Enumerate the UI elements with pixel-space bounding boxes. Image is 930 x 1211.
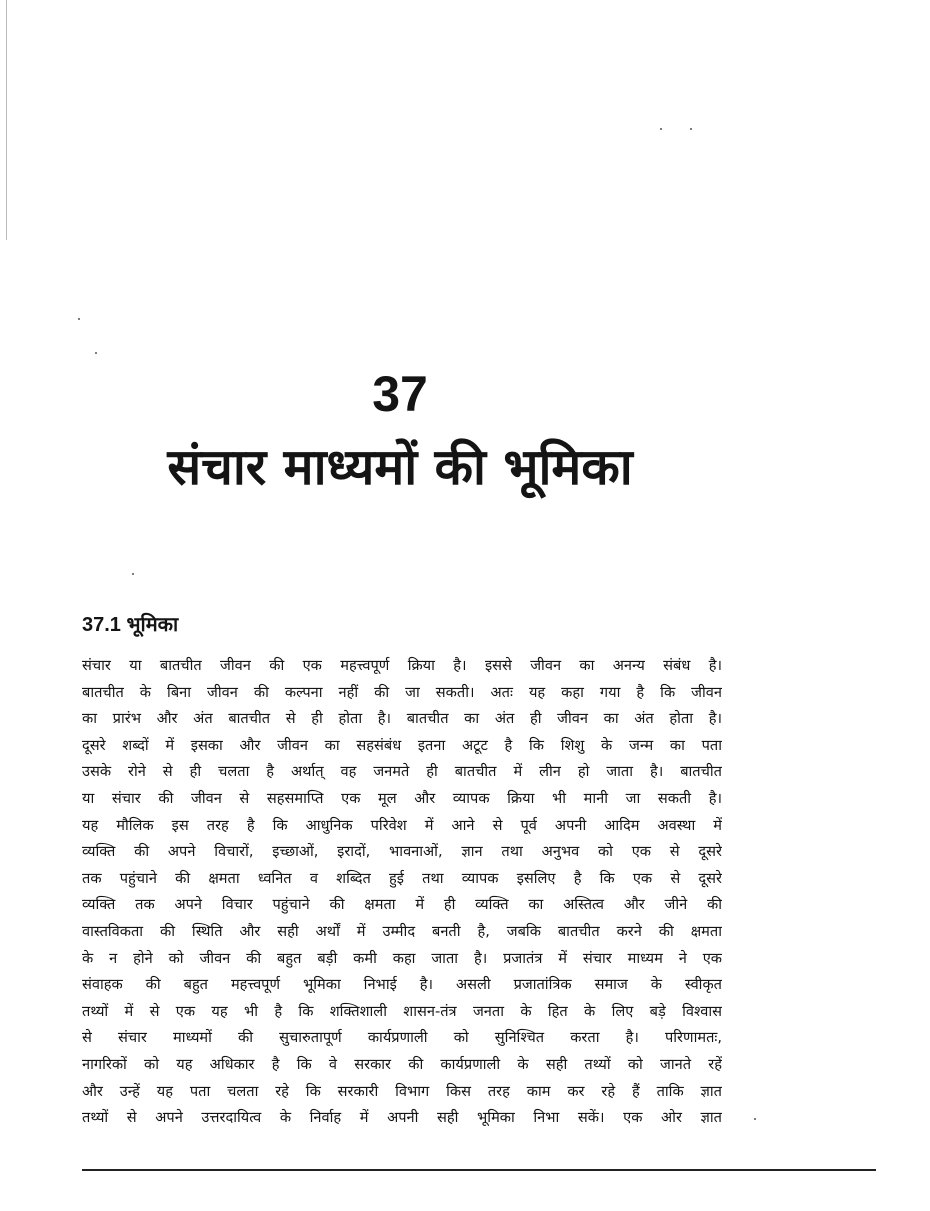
text-line: दूसरे शब्दों में इसका और जीवन का सहसंबंध इतना अटूट है कि शिशु के जन्म का पता xyxy=(82,736,722,754)
text-line: उसके रोने से ही चलता है अर्थात् वह जनमते ही बातचीत में लीन हो जाता है। बातचीत xyxy=(82,763,722,781)
scan-edge-line xyxy=(6,0,7,240)
text-line: के न होने को जीवन की बहुत बड़ी कमी कहा जाता है। प्रजातंत्र में संचार माध्यम ने एक xyxy=(82,949,722,967)
scan-speck xyxy=(132,573,134,575)
text-line: व्यक्ति की अपने विचारों, इच्छाओं, इरादों, भावनाओं, ज्ञान तथा अनुभव को एक से दूसरे xyxy=(82,843,722,861)
scan-speck xyxy=(754,1118,756,1120)
text-line: वास्तविकता की स्थिति और सही अर्थों में उम्मीद बनती है, जबकि बातचीत करने की क्षमता xyxy=(82,922,722,940)
text-line: तक पहुंचाने की क्षमता ध्वनित व शब्दित हुई तथा व्यापक इसलिए है कि एक से दूसरे xyxy=(82,869,722,887)
text-line: तथ्यों से अपने उत्तरदायित्व के निर्वाह में अपनी सही भूमिका निभा सकें। एक ओर ज्ञात xyxy=(82,1109,722,1127)
scan-speck xyxy=(95,352,97,354)
footer-rule xyxy=(82,1169,876,1171)
text-line: या संचार की जीवन से सहसमाप्ति एक मूल और व्यापक क्रिया भी मानी जा सकती है। xyxy=(82,789,722,807)
scan-speck xyxy=(690,128,692,130)
text-line: व्यक्ति तक अपने विचार पहुंचाने की क्षमता में ही व्यक्ति का अस्तित्व और जीने की xyxy=(82,896,722,914)
scan-speck xyxy=(78,318,80,320)
chapter-title: संचार माध्यमों की भूमिका xyxy=(167,438,633,496)
chapter-number: 37 xyxy=(372,366,428,422)
text-line: संचार या बातचीत जीवन की एक महत्त्वपूर्ण क्रिया है। इससे जीवन का अनन्य संबंध है। xyxy=(82,657,722,674)
section-heading: 37.1 भूमिका xyxy=(82,614,179,636)
text-line: तथ्यों में से एक यह भी है कि शक्तिशाली शासन-तंत्र जनता के हित के लिए बड़े विश्वास xyxy=(82,1002,722,1020)
scan-speck xyxy=(660,128,662,130)
text-line: से संचार माध्यमों की सुचारुतापूर्ण कार्यप्रणाली को सुनिश्चित करता है। परिणामतः, xyxy=(82,1029,722,1047)
text-line: यह मौलिक इस तरह है कि आधुनिक परिवेश में आने से पूर्व अपनी आदिम अवस्था में xyxy=(82,816,722,834)
text-line: का प्रारंभ और अंत बातचीत से ही होता है। बातचीत का अंत ही जीवन का अंत होता है। xyxy=(82,710,722,728)
body-paragraph xyxy=(82,653,722,1132)
text-line: बातचीत के बिना जीवन की कल्पना नहीं की जा सकती। अतः यह कहा गया है कि जीवन xyxy=(82,683,722,701)
text-line: और उन्हें यह पता चलता रहे कि सरकारी विभाग किस तरह काम कर रहे हैं ताकि ज्ञात xyxy=(82,1082,722,1100)
text-line: संवाहक की बहुत महत्त्वपूर्ण भूमिका निभाई है। असली प्रजातांत्रिक समाज के स्वीकृत xyxy=(82,976,722,994)
text-line: नागरिकों को यह अधिकार है कि वे सरकार की कार्यप्रणाली के सही तथ्यों को जानते रहें xyxy=(82,1055,722,1073)
